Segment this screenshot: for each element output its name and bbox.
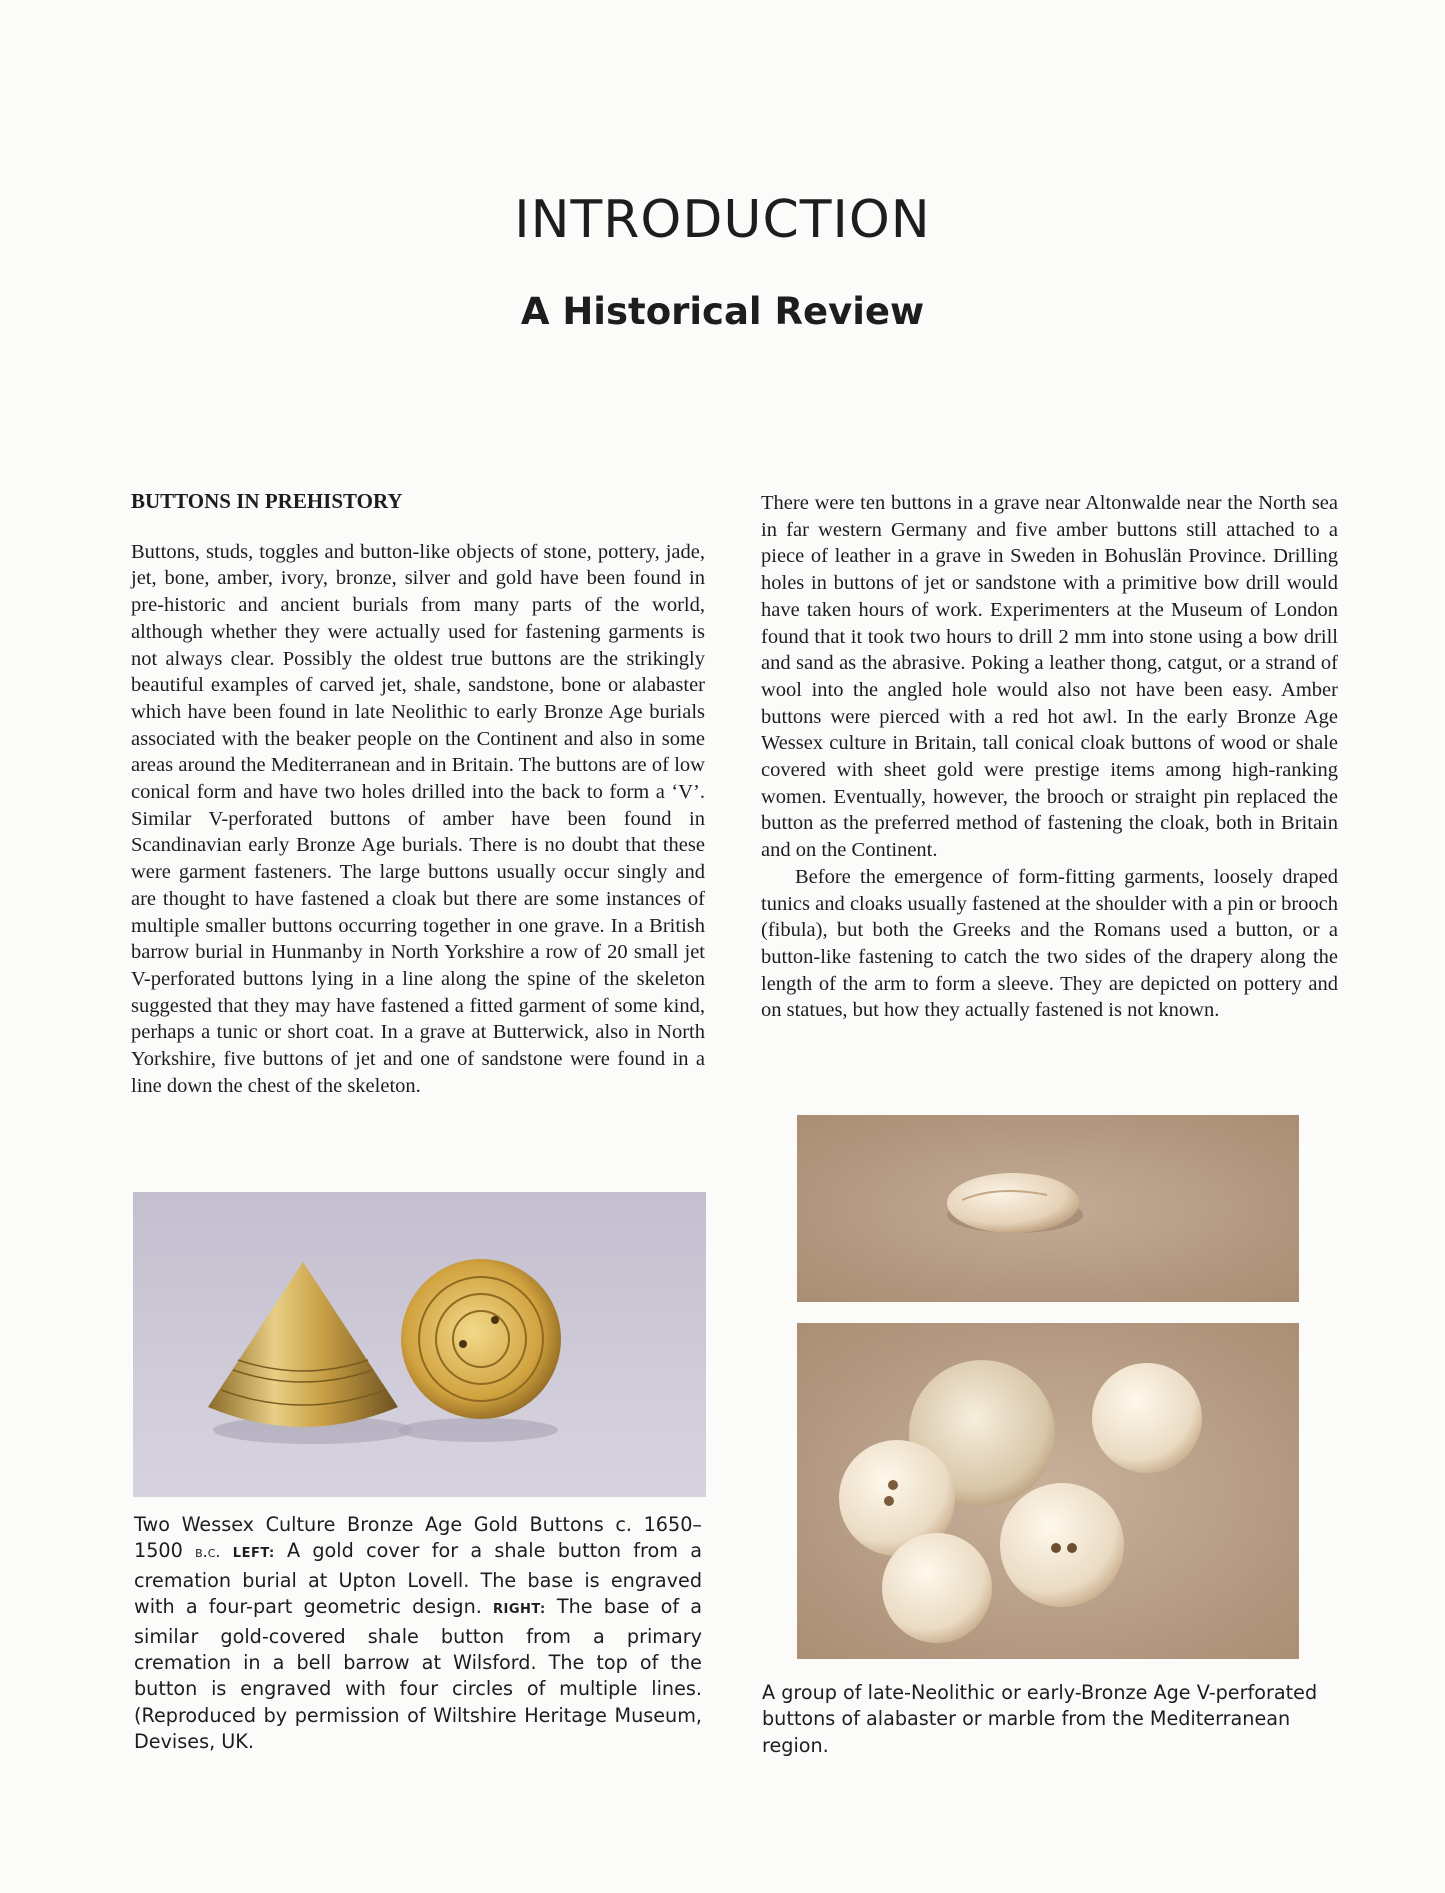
gold-buttons-photo — [133, 1192, 706, 1497]
gold-buttons-caption: Two Wessex Culture Bronze Age Gold Buttons c. 1650–1500 b.c. LEFT: A gold cover for a shale button from a cremation burial at Upton Lovell. The base is engraved with a four-part geometric design. RIGHT: The base of a similar gold-covered shale button from a primary cremation in a bell barrow at Wilsford. The top of the button is engraved with four circles of multiple lines. (Reproduced by permission of Wiltshire Heritage Museum, Devises, UK. — [134, 1513, 702, 1754]
page-subtitle: A Historical Review — [520, 290, 925, 333]
body-paragraph: Buttons, studs, toggles and button-like objects of stone, pottery, jade, jet, bone, amber, ivory, bronze, silver and gold have been found in pre-historic and ancient burials from many parts of the world, although whether they were actually used for fastening garments is not always clear. Possibly the oldest true buttons are the strikingly beautiful examples of carved jet, shale, sandstone, bone or alabaster which have been found in late Neolithic to early Bronze Age burials associated with the beaker people on the Continent and also in some areas around the Mediterranean and in Britain. The buttons are of low conical form and have two holes drilled into the back to form a ‘V’. Similar V-perforated buttons of amber have been found in Scandinavian early Bronze Age burials. There is no doubt that these were garment fasteners. The large buttons usually occur singly and are thought to have fastened a cloak but there are some instances of multiple smaller buttons occurring together in one grave. In a British barrow burial in Hunmanby in North Yorkshire a row of 20 small jet V-perforated buttons lying in a line along the spine of the skeleton suggested that they may have fastened a fitted garment of some kind, perhaps a tunic or short coat. In a grave at Butterwick, also in North Yorkshire, five buttons of jet and one of sandstone were found in a line down the chest of the skeleton. — [131, 540, 705, 1097]
body-paragraph: There were ten buttons in a grave near Altonwalde near the North sea in far western Germany and five amber buttons still attached to a piece of leather in a grave in Sweden in Bohuslän Province. Drilling holes in buttons of jet or sandstone with a primitive bow drill would have taken hours of work. Experimenters at the Museum of London found that it took two hours to drill 2 mm into stone using a bow drill and sand as the abrasive. Poking a leather thong, catgut, or a strand of wool into the angled hole would also not have been easy. Amber buttons were pierced with a red hot awl. In the early Bronze Age Wessex culture in Britain, tall conical cloak buttons of wood or shale covered with sheet gold were prestige items among high-ranking women. Eventually, however, the brooch or straight pin replaced the button as the preferred method of fastening the cloak, both in Britain and on the Continent. — [761, 492, 1338, 862]
body-paragraph: Before the emergence of form-fitting garments, loosely draped tunics and cloaks usually fastened at the shoulder with a pin or brooch (fibula), but both the Greeks and the Romans used a button, or a button-like fastening to catch the two sides of the drapery along the length of the arm to form a sleeve. They are depicted on pottery and on statues, but how they actually fastened is not known. — [761, 865, 1338, 1022]
stone-buttons-caption: A group of late-Neolithic or early-Bronze Age V-perforated buttons of alabaster or marble from the Mediterranean region. — [762, 1681, 1318, 1757]
section-heading: BUTTONS IN PREHISTORY — [131, 489, 403, 513]
stone-buttons-group-photo — [797, 1323, 1299, 1659]
page-title: INTRODUCTION — [514, 190, 931, 250]
single-stone-button-photo — [797, 1115, 1299, 1302]
right-column — [761, 490, 1338, 1024]
left-column — [131, 488, 705, 1099]
